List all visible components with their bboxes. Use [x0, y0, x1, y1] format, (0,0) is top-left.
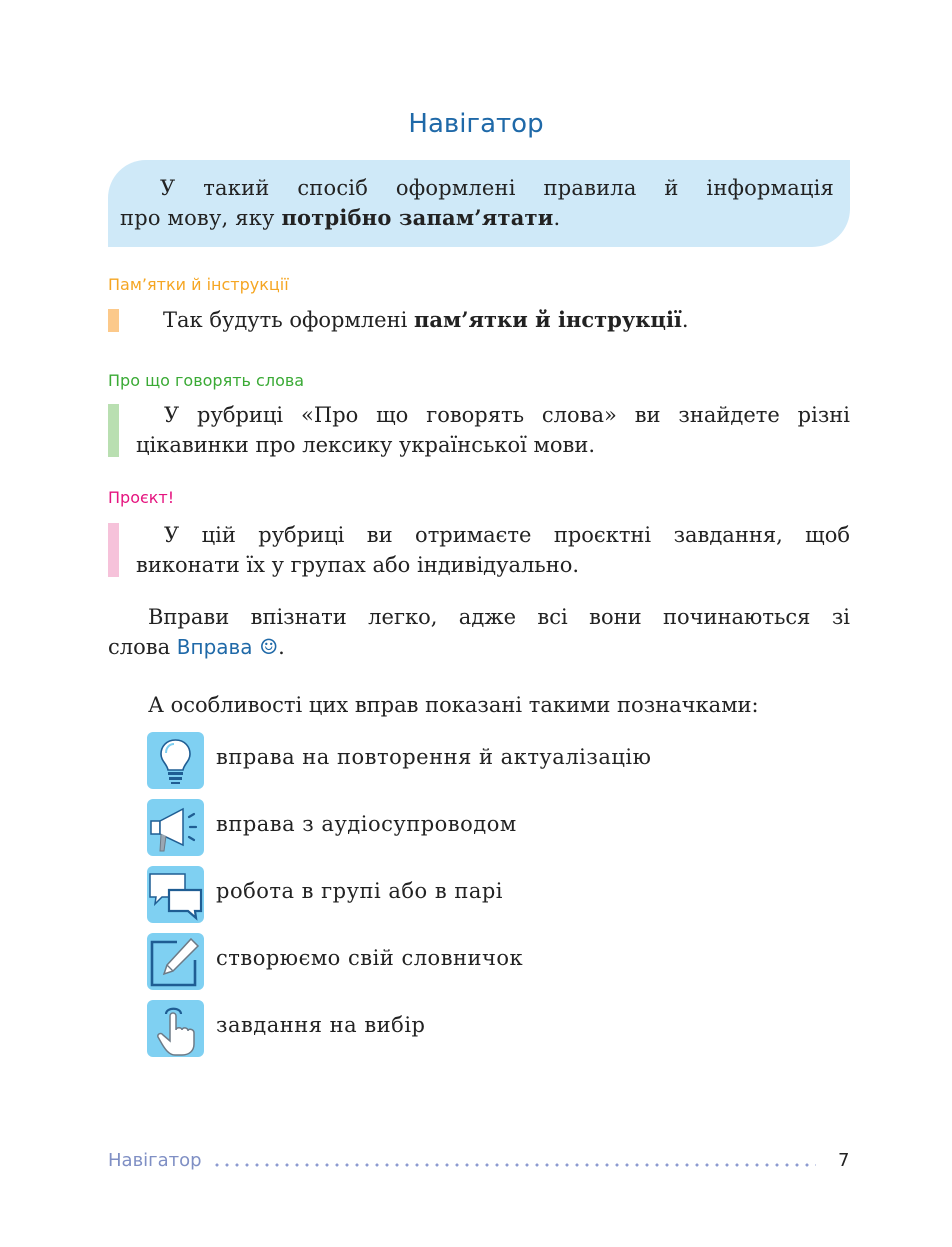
pencil-edit-icon	[147, 933, 204, 990]
feature-label-2: вправа з аудіосупроводом	[216, 812, 517, 836]
words-line-1: У рубриці «Про що говорять слова» ви знайдете різні	[164, 403, 850, 427]
features-intro: А особливості цих вправ показані такими позначками:	[148, 693, 759, 717]
feature-label-4: створюємо свій словничок	[216, 946, 524, 970]
exercise-line-2: слова Вправа ☺.	[108, 635, 285, 659]
exercise-text	[108, 602, 850, 662]
lightbulb-icon	[147, 732, 204, 789]
rule-bold-text: потрібно запам’ятати	[281, 205, 554, 230]
exercise-word-link: Вправа	[176, 635, 253, 659]
footer-section-label: Навігатор	[108, 1150, 202, 1171]
project-line-1: У цій рубриці ви отримаєте проєктні завдання, щоб	[164, 523, 850, 547]
words-color-bar	[108, 404, 119, 457]
page-title: Навігатор	[408, 109, 544, 139]
project-section-label: Проєкт!	[108, 488, 175, 507]
footer-dotted-leader	[212, 1163, 816, 1167]
feature-label-1: вправа на повторення й актуалізацію	[216, 745, 652, 769]
rule-line-2: про мову, яку потрібно запам’ятати.	[120, 205, 561, 230]
rule-info-text	[120, 173, 834, 233]
words-text	[136, 400, 850, 460]
feature-label-5: завдання на вибір	[216, 1013, 426, 1037]
page-number: 7	[838, 1150, 850, 1171]
memo-text: Так будуть оформлені пам’ятки й інструкції.	[163, 307, 689, 332]
memo-section-label: Пам’ятки й інструкції	[108, 275, 289, 294]
rule-line-1: У такий спосіб оформлені правила й інформація	[160, 176, 834, 200]
project-color-bar	[108, 523, 119, 577]
pointing-hand-icon	[147, 1000, 204, 1057]
project-line-2: виконати їх у групах або індивідуально.	[136, 553, 580, 577]
project-text	[136, 520, 850, 580]
smiley-icon: ☺	[259, 635, 279, 659]
chat-bubbles-icon	[147, 866, 204, 923]
memo-bold-text: пам’ятки й інструкції	[414, 307, 682, 332]
words-section-label: Про що говорять слова	[108, 371, 305, 390]
memo-color-bar	[108, 309, 119, 332]
feature-label-3: робота в групі або в парі	[216, 879, 504, 903]
words-line-2: цікавинки про лексику української мови.	[136, 433, 596, 457]
megaphone-icon	[147, 799, 204, 856]
exercise-line-1: Вправи впізнати легко, адже всі вони починаються зі	[148, 605, 850, 629]
